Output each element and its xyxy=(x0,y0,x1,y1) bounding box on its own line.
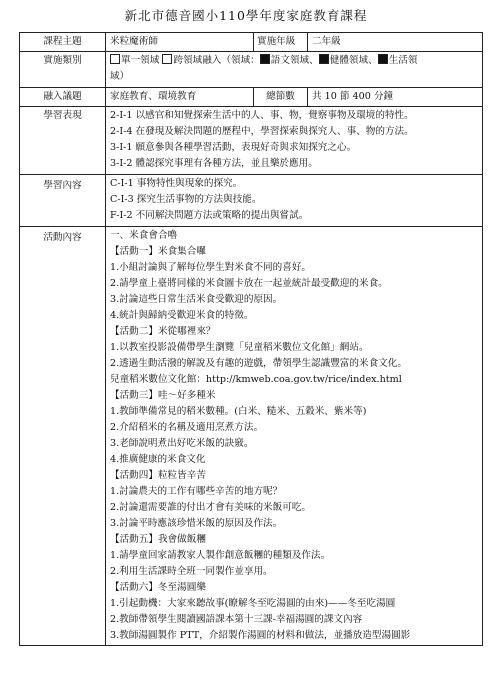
activity-step: 3.討論平時應該珍惜米飯的原因及作法。 xyxy=(110,518,283,529)
content-item: F-I-2 不同解決問題方法或策略的提出與嘗試。 xyxy=(110,210,309,221)
activity-step: 2.透過生動活潑的解說及有趣的遊戲，帶領學生認識豐富的米食文化。 xyxy=(110,358,407,369)
grade-value: 二年級 xyxy=(308,33,483,52)
activity-step: 3.討論這些日常生活米食受歡迎的原因。 xyxy=(110,294,283,305)
chinese-domain-label: 語文領域、 xyxy=(270,55,319,66)
activity-step: 1.教師準備常見的稻米數種。(白米、糙米、五穀米、紫米等) xyxy=(110,406,367,417)
activity-step: 1.討論農夫的工作有哪些辛苦的地方呢？ xyxy=(110,486,283,497)
activity-step: 2.利用生活課時全班一同製作並享用。 xyxy=(110,566,273,577)
activity-title: 【活動四】粒粒皆辛苦 xyxy=(110,470,206,481)
issue-label: 融入議題 xyxy=(20,88,106,107)
single-domain-checkbox[interactable] xyxy=(110,54,120,64)
health-domain-label: 健體領域、 xyxy=(329,55,378,66)
content-list xyxy=(106,175,483,227)
category-row xyxy=(20,52,483,88)
performance-label: 學習表現 xyxy=(20,107,106,175)
theme-value: 米粒魔術師 xyxy=(106,33,254,52)
activity-title: 【活動六】冬至湯圓樂 xyxy=(110,582,206,593)
category-value xyxy=(106,52,483,88)
cross-domain-label: 跨領域融入（領域： xyxy=(173,55,260,66)
page-title: 新北市德音國小110學年度家庭教育課程 xyxy=(124,8,368,23)
hours-value: 共 10 節 400 分鐘 xyxy=(308,88,483,107)
life-domain-checkbox[interactable] xyxy=(378,54,388,64)
curriculum-table xyxy=(19,32,483,646)
activity-step: 3.教師湯圓製作 PTT，介紹製作湯圓的材料和做法，並播放造型湯圓影 xyxy=(110,630,411,641)
activity-step: 1.小組討論與了解每位學生對米食不同的喜好。 xyxy=(110,262,312,273)
activities-label: 活動內容 xyxy=(20,227,106,646)
performance-item: 3-I-2 體認探究事理有各種方法，並且樂於應用。 xyxy=(110,158,318,169)
content-item: C-I-1 事物特性與現象的探究。 xyxy=(110,178,243,189)
activity-title: 【活動五】我會做飯糰 xyxy=(110,534,206,545)
activity-link[interactable]: 兒童稻米數位文化館：http://kmweb.coa.gov.tw/rice/index.html xyxy=(110,374,402,385)
activities-list xyxy=(106,227,483,646)
activity-step: 2.教師帶領學生閱讀國語課本第十三課-幸福湯圓的課文內容 xyxy=(110,614,363,625)
activity-title: 【活動二】米從哪裡來？ xyxy=(110,326,216,337)
category-end-text: 域） xyxy=(110,71,130,82)
issue-value: 家庭教育、環境教育 xyxy=(106,88,254,107)
activities-row xyxy=(20,227,483,646)
performance-item: 2-I-1 以感官和知覺探索生活中的人、事、物，覺察事物及環境的特性。 xyxy=(110,110,414,121)
activity-step: 2.請學童上臺將同樣的米食圖卡放在一起並統計最受歡迎的米食。 xyxy=(110,278,388,289)
life-domain-label: 生活領 xyxy=(388,55,418,66)
performance-item: 2-I-4 在發現及解決問題的歷程中，學習探索與探究人、事、物的方法。 xyxy=(110,126,414,137)
chinese-domain-checkbox[interactable] xyxy=(260,54,270,64)
activity-title: 【活動三】哇～好多種米 xyxy=(110,390,216,401)
activity-step: 1.以教室投影設備帶學生瀏覽「兒童稻米數位文化館」網站。 xyxy=(110,342,369,353)
grade-label: 實施年級 xyxy=(254,33,308,52)
category-label: 實施類別 xyxy=(20,52,106,88)
activity-step: 4.推廣健康的米食文化 xyxy=(110,454,206,465)
health-domain-checkbox[interactable] xyxy=(319,54,329,64)
performance-item: 3-I-1 願意參與各種學習活動，表現好奇與求知探究之心。 xyxy=(110,142,357,153)
activities-heading: 一、米食會合嚕 xyxy=(110,230,178,241)
activity-step: 3.老師說明煮出好吃米飯的訣竅。 xyxy=(110,438,254,449)
hours-label: 總節數 xyxy=(254,88,308,107)
performance-list xyxy=(106,107,483,175)
issue-row xyxy=(20,88,483,107)
activity-step: 2.討論還需要誰的付出才會有美味的米飯可吃。 xyxy=(110,502,312,513)
single-domain-label: 單一領域 xyxy=(121,55,160,66)
content-item: C-I-3 探究生活事物的方法與技能。 xyxy=(110,194,262,205)
theme-row xyxy=(20,33,483,52)
performance-row xyxy=(20,107,483,175)
cross-domain-checkbox[interactable] xyxy=(162,54,172,64)
activity-step: 2.介紹稻米的名稱及適用烹煮方法。 xyxy=(110,422,264,433)
activity-step: 1.請學童回家請教家人製作創意飯糰的種類及作法。 xyxy=(110,550,331,561)
content-row xyxy=(20,175,483,227)
activity-step: 1.引起動機：大家來聽故事(瞭解冬至吃湯圓的由來)——冬至吃湯圓 xyxy=(110,598,396,609)
activity-title: 【活動一】米食集合囉 xyxy=(110,246,206,257)
content-label: 學習內容 xyxy=(20,175,106,227)
activity-step: 4.統計與歸納受歡迎米食的特徵。 xyxy=(110,310,254,321)
theme-label: 課程主題 xyxy=(20,33,106,52)
